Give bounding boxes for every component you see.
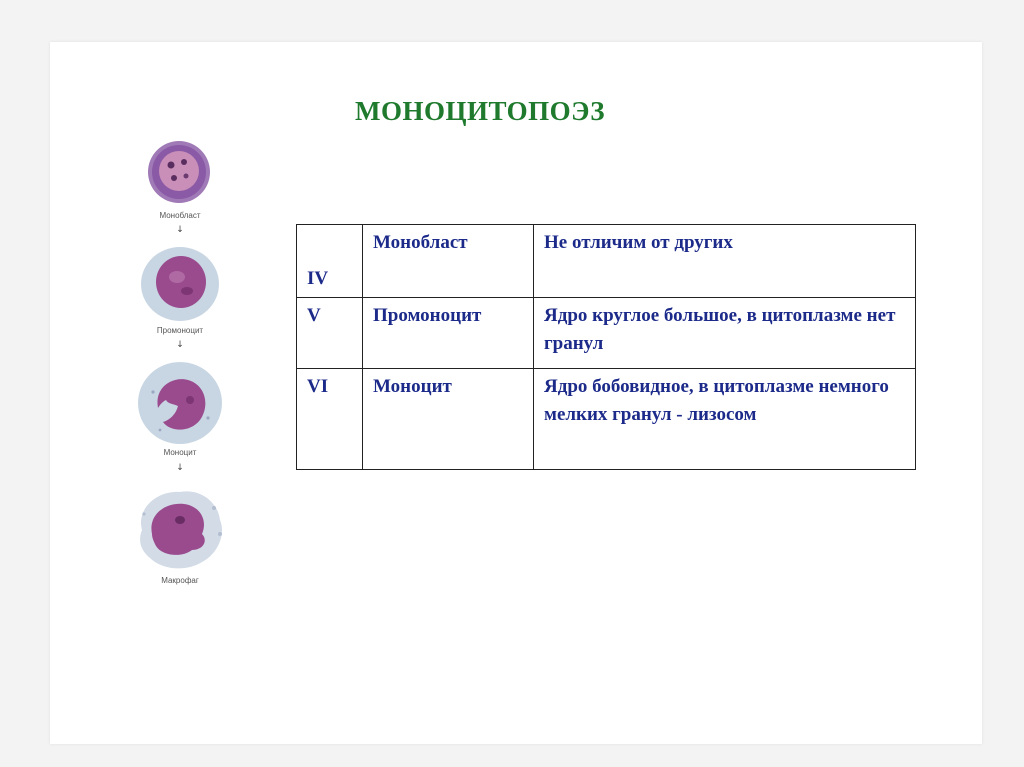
cell-description: Ядро бобовидное, в цитоплазме немного мелких гранул - лизосом (534, 369, 916, 470)
monocyte-cell-image (130, 360, 230, 451)
monocyte-caption: Моноцит (163, 448, 197, 457)
arrow-down-icon: ↓ (176, 225, 184, 235)
monocytopoiesis-table (296, 224, 916, 470)
macrophage-cell-image (130, 484, 230, 577)
macrophage-caption: Макрофаг (161, 576, 199, 585)
arrow-down-icon: ↓ (176, 340, 184, 350)
table-row (297, 298, 916, 369)
cell-description: Не отличим от других (534, 225, 916, 298)
slide-title: МОНОЦИТОПОЭЗ (355, 96, 606, 126)
monoblast-caption: Монобласт (159, 211, 201, 220)
arrow-down-icon: ↓ (176, 463, 184, 473)
table-row (297, 225, 916, 298)
promonocyte-caption: Промоноцит (156, 326, 204, 335)
cell-name: Монобласт (363, 225, 534, 298)
cell-name: Промоноцит (363, 298, 534, 369)
stage-cell: IV (297, 225, 363, 298)
stage-cell: V (297, 298, 363, 369)
cell-description: Ядро круглое большое, в цитоплазме нет гранул (534, 298, 916, 369)
cell-sequence (130, 140, 230, 600)
cell-name: Моноцит (363, 369, 534, 470)
monoblast-cell-image (130, 140, 230, 215)
promonocyte-cell-image (130, 244, 230, 329)
stage-cell: VI (297, 369, 363, 470)
table-row (297, 369, 916, 470)
